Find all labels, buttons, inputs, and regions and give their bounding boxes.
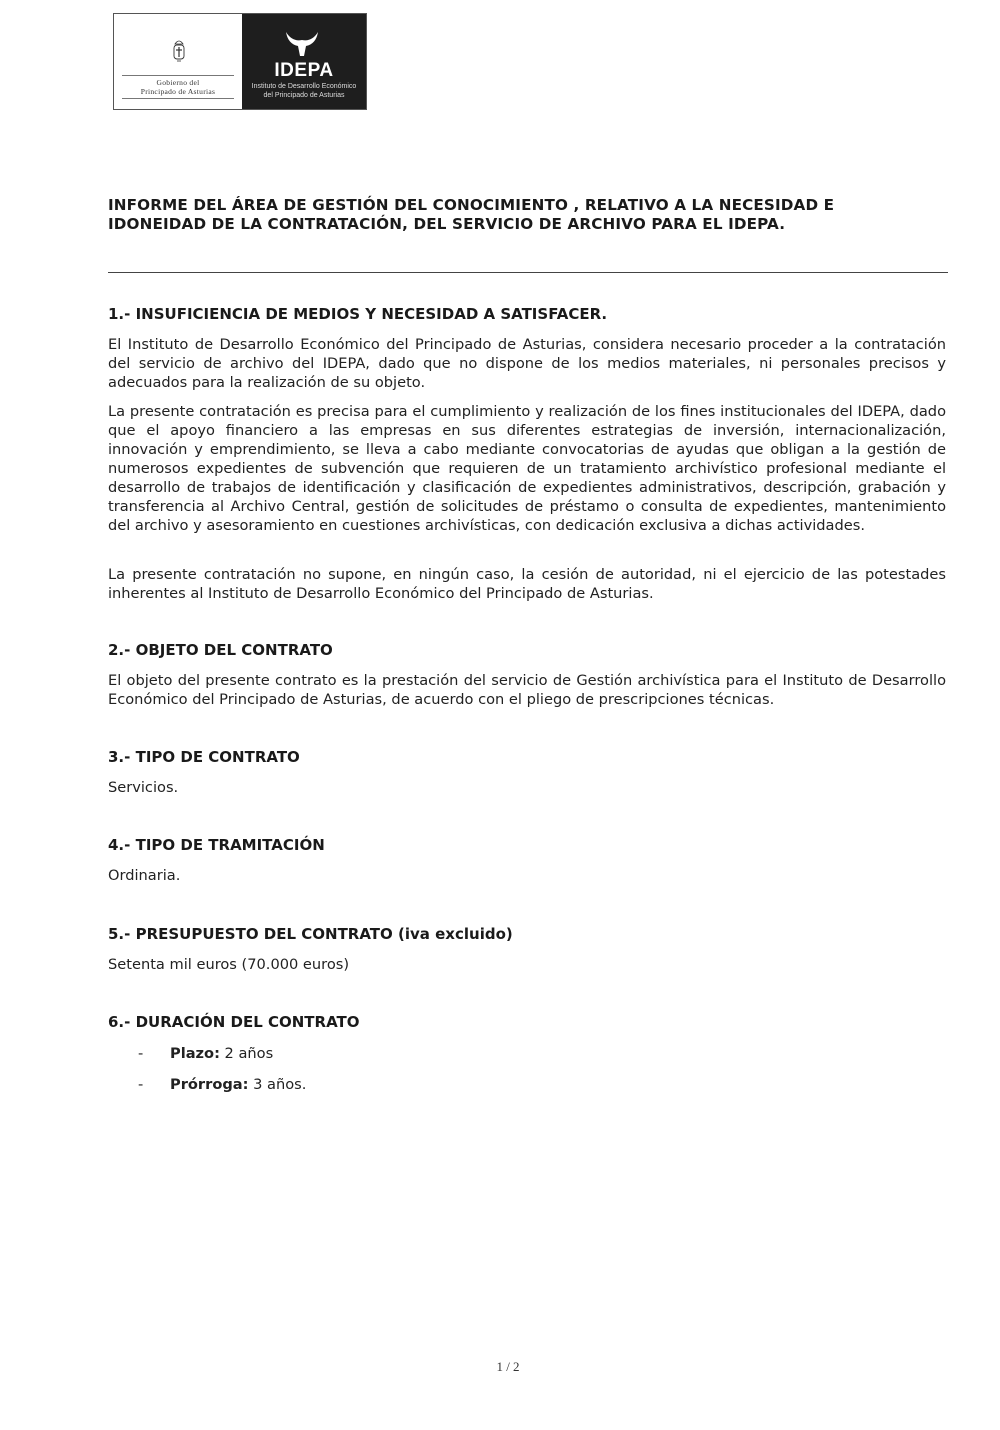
gov-name-line1: Gobierno del xyxy=(156,78,200,87)
section-5-text: Setenta mil euros (70.000 euros) xyxy=(108,956,350,973)
section-3-heading: 3.- TIPO DE CONTRATO xyxy=(108,748,300,766)
list-dash: - xyxy=(138,1076,144,1093)
section-1-heading: 1.- INSUFICIENCIA DE MEDIOS Y NECESIDAD A SATISFACER. xyxy=(108,305,608,323)
page-number: 1 / 2 xyxy=(496,1359,520,1374)
list-term: Prórroga: xyxy=(170,1076,249,1093)
asturias-crest-icon xyxy=(172,38,186,66)
section-4-heading: 4.- TIPO DE TRAMITACIÓN xyxy=(108,836,325,854)
section-3-text: Servicios. xyxy=(108,779,179,796)
document-title: INFORME DEL ÁREA DE GESTIÓN DEL CONOCIMIENTO , RELATIVO A LA NECESIDAD E IDONEIDAD DE LA CONTRATACIÓN, DEL SERVICIO DE ARCHIVO PARA EL IDEPA. xyxy=(108,196,835,233)
logo-divider xyxy=(122,75,234,76)
gov-name-line2: Principado de Asturias xyxy=(140,87,216,96)
idepa-subtitle-line2: del Principado de Asturias xyxy=(263,92,345,99)
list-item xyxy=(138,1044,273,1063)
list-item xyxy=(138,1075,306,1094)
gobierno-logo xyxy=(114,14,242,109)
section-5-heading: 5.- PRESUPUESTO DEL CONTRATO (iva excluido) xyxy=(108,925,513,943)
section-2-heading: 2.- OBJETO DEL CONTRATO xyxy=(108,641,333,659)
idepa-emblem-icon xyxy=(282,28,322,58)
list-term: Plazo: xyxy=(170,1045,220,1062)
logo-divider xyxy=(122,98,234,99)
section-1-paragraph-2: La presente contratación es precisa para el cumplimiento y realización de los fines institucionales del IDEPA, dado que el apoyo financiero a las empresas en sus diferentes estrategias de inversión, internacionalización, innovación y emprendimiento, se lleva a cabo mediante convocatorias de ayudas que obligan a la gestión de numerosos expedientes de subvención que requieren de un tratamiento archivístico profesional mediante el desarrollo de trabajos de identificación y clasificación de expedientes administrativos, descripción, grabación y transferencia al Archivo Central, gestión de solicitudes de préstamo o consulta de expedientes, mantenimiento del archivo y asesoramiento en cuestiones archivísticas, con dedicación exclusiva a dichas actividades. xyxy=(108,403,946,534)
list-value: 3 años. xyxy=(248,1076,307,1093)
list-dash: - xyxy=(138,1045,144,1062)
title-divider xyxy=(108,272,948,273)
section-1-paragraph-1: El Instituto de Desarrollo Económico del Principado de Asturias, considera necesario proceder a la contratación del servicio de archivo del IDEPA, dado que no dispone de los medios materiales, ni personales precisos y adecuados para la realización de su objeto. xyxy=(108,336,946,391)
section-1-paragraph-3: La presente contratación no supone, en ningún caso, la cesión de autoridad, ni el ejercicio de las potestades inherentes al Instituto de Desarrollo Económico del Principado de Asturias. xyxy=(108,566,946,602)
idepa-logo xyxy=(242,14,366,109)
idepa-name: IDEPA xyxy=(274,60,334,81)
header-logos xyxy=(113,13,367,110)
idepa-subtitle-line1: Instituto de Desarrollo Económico xyxy=(251,83,357,90)
section-4-text: Ordinaria. xyxy=(108,867,181,884)
list-value: 2 años xyxy=(219,1045,274,1062)
section-6-heading: 6.- DURACIÓN DEL CONTRATO xyxy=(108,1013,360,1031)
section-2-paragraph: El objeto del presente contrato es la prestación del servicio de Gestión archivística para el Instituto de Desarrollo Económico del Principado de Asturias, de acuerdo con el pliego de prescripciones técnicas. xyxy=(108,672,946,708)
